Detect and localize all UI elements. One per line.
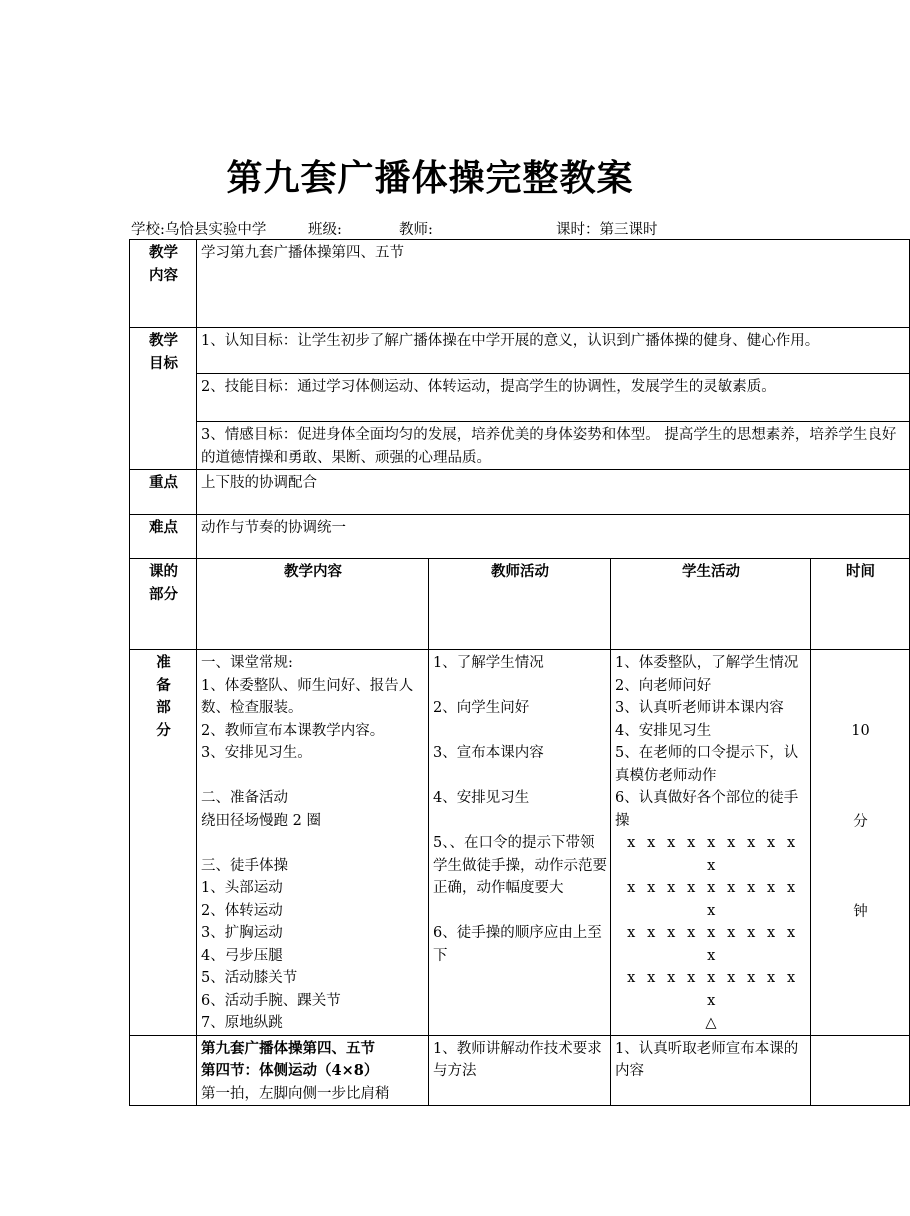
- class-field: 班级:: [308, 222, 342, 238]
- prep-teacher: 1、了解学生情况 2、向学生问好 3、宣布本课内容 4、安排见习生 5、、在口令的提示下带领学生做徒手操，动作示范要正确，动作幅度要大 6、徒手操的顺序应由上至下: [429, 650, 611, 1036]
- difficulty-text: 动作与节奏的协调统一: [197, 515, 910, 559]
- content-row: [130, 240, 910, 328]
- main-label: [130, 1035, 197, 1106]
- main-teacher: 1、教师讲解动作技术要求与方法: [429, 1035, 611, 1106]
- teacher-position-icon: △: [705, 1015, 717, 1031]
- objectives-cell: [197, 328, 910, 470]
- content-label: 教学 内容: [130, 240, 197, 328]
- school-field: 学校:乌恰县实验中学: [131, 222, 267, 238]
- main-student: 1、认真听取老师宣布本课的内容: [611, 1035, 811, 1106]
- header-student: 学生活动: [611, 559, 811, 650]
- key-row: [130, 470, 910, 515]
- prep-row: [130, 650, 910, 1036]
- objective-affective: 3、情感目标：促进身体全面均匀的发展，培养优美的身体姿势和体型。 提高学生的思想素养，培养学生良好的道德情操和勇敢、果断、顽强的心理品质。: [197, 421, 909, 469]
- content-text: 学习第九套广播体操第四、五节: [197, 240, 910, 328]
- lesson-plan-table: [129, 239, 910, 1106]
- key-text: 上下肢的协调配合: [197, 470, 910, 515]
- objective-cognitive: 1、认知目标：让学生初步了解广播体操在中学开展的意义，认识到广播体操的健身、健心作用。: [201, 333, 820, 349]
- period-field: 课时：第三课时: [556, 222, 658, 238]
- main-time: [811, 1035, 910, 1106]
- formation-row: x x x x x x x x x x: [627, 970, 799, 1009]
- difficulty-label: 难点: [130, 515, 197, 559]
- header-part: 课的 部分: [130, 559, 197, 650]
- formation-row: x x x x x x x x x x: [627, 925, 799, 964]
- prep-student: 1、体委整队，了解学生情况 2、向老师问好 3、认真听老师讲本课内容 4、安排见习生 5、在老师的口令提示下，认真模仿老师动作 6、认真做好各个部位的徒手操 x x x x x x x x x x x x x x x x x x x x x x x x x x x x x x x x x x x x x x x x △: [611, 650, 811, 1036]
- document-title: 第九套广播体操完整教案: [226, 157, 634, 199]
- header-time: 时间: [811, 559, 910, 650]
- key-label: 重点: [130, 470, 197, 515]
- difficulty-row: [130, 515, 910, 559]
- formation-row: x x x x x x x x x x: [627, 880, 799, 919]
- objective-skill: 2、技能目标：通过学习体侧运动、体转运动，提高学生的协调性，发展学生的灵敏素质。: [197, 373, 909, 421]
- teacher-field: 教师:: [399, 222, 433, 238]
- prep-content: 一、课堂常规: 1、体委整队、师生问好、报告人数、检查服装。 2、教师宣布本课教学内容。 3、安排见习生。 二、准备活动 绕田径场慢跑 2 圈 三、徒手体操 1、头部运动 2、体转运动 3、扩胸运动 4、弓步压腿 5、活动膝关节 6、活动手腕、踝关节 7、原地纵跳: [197, 650, 429, 1036]
- formation-row: x x x x x x x x x x: [627, 835, 799, 874]
- objectives-label: 教学 目标: [130, 328, 197, 470]
- column-header-row: [130, 559, 910, 650]
- main-row: [130, 1035, 910, 1106]
- main-content: 第九套广播体操第四、五节 第四节：体侧运动（4×8） 第一拍，左脚向侧一步比肩稍: [197, 1035, 429, 1106]
- prep-time: 10 分 钟: [811, 650, 910, 1036]
- header-content: 教学内容: [197, 559, 429, 650]
- header-teacher: 教师活动: [429, 559, 611, 650]
- objectives-row: [130, 328, 910, 470]
- prep-label: 准 备 部 分: [130, 650, 197, 1036]
